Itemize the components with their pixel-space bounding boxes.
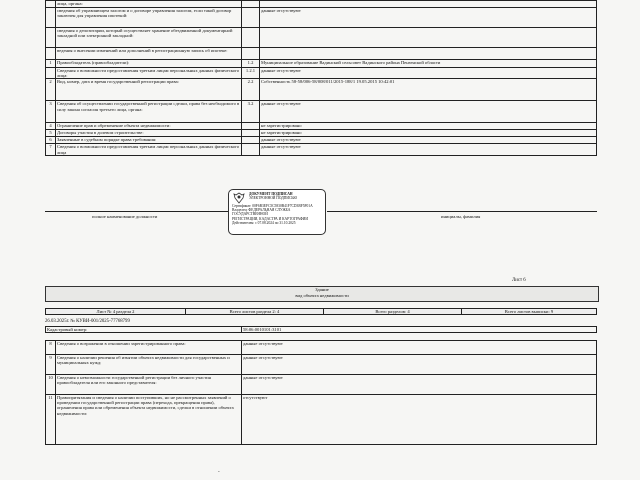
row-label: сведения об управляющем залогом и о договоре управления залогом, если такой договор заключен для управления ипотекой: <box>56 8 242 28</box>
table-row <box>46 341 597 355</box>
table-row <box>46 60 597 68</box>
row-subnumber <box>242 137 260 144</box>
row-value: данные отсутствуют <box>242 341 597 355</box>
row-label: ведения о внесении изменений или дополнений в регистрационную запись об ипотеке: <box>56 48 242 60</box>
row-number: 9 <box>46 355 56 375</box>
row-label: Сведения о наличии решения об изъятии объекта недвижимости для государственных и муниципальных нужд: <box>56 355 242 375</box>
row-number: 11 <box>46 395 56 445</box>
table-row <box>46 1 597 8</box>
row-label: Ограничение прав и обременение объекта недвижимости: <box>56 123 242 130</box>
cadastral-table <box>45 326 597 333</box>
row-label: Заявленные в судебном порядке права требования: <box>56 137 242 144</box>
row-label: Правообладатель (правообладатели): <box>56 60 242 68</box>
row-value: данные отсутствуют <box>260 144 597 156</box>
table-row <box>46 68 597 79</box>
row-label: Сведения о возможности предоставления третьим лицам персональных данных физического лица <box>56 144 242 156</box>
table-row <box>46 130 597 137</box>
row-number <box>46 28 56 48</box>
row-number <box>46 68 56 79</box>
row-value <box>260 48 597 60</box>
cadastral-number: 58:06:0010101:3101 <box>242 327 597 333</box>
row-number: 7 <box>46 144 56 156</box>
table-row <box>46 28 597 48</box>
object-type: Здание <box>315 287 329 292</box>
row-subnumber <box>242 130 260 137</box>
rights-table <box>45 0 597 156</box>
row-label: Сведения о возражении в отношении зарегистрированного права: <box>56 341 242 355</box>
row-subnumber <box>242 144 260 156</box>
stamp-title: ДОКУМЕНТ ПОДПИСАН <box>249 192 293 196</box>
row-number: 8 <box>46 341 56 355</box>
table-row <box>46 355 597 375</box>
row-label: Сведения о невозможности государственной регистрации без личного участия правообладателя или его законного представителя: <box>56 375 242 395</box>
stamp-subtitle: ЭЛЕКТРОННОЙ ПОДПИСЬЮ <box>249 196 298 201</box>
table-row <box>46 375 597 395</box>
row-subnumber: 1.2 <box>242 60 260 68</box>
row-value: данные отсутствуют <box>260 8 597 28</box>
stamp-owner: Владелец: ФЕДЕРАЛЬНАЯ СЛУЖБА ГОСУДАРСТВЕННОЙ <box>232 208 291 217</box>
object-type-caption: вид объекта недвижимости <box>295 293 349 298</box>
signature-line-left <box>45 211 228 212</box>
page-mark: - <box>218 470 220 475</box>
row-number: 1 <box>46 60 56 68</box>
row-label: Сведения о возможности предоставления третьим лицам персональных данных физического лица: <box>56 68 242 79</box>
row-number <box>46 1 56 8</box>
row-value: отсутствуют <box>242 395 597 445</box>
sheet-label: Лист 6 <box>512 278 526 283</box>
row-value: данные отсутствуют <box>260 101 597 123</box>
row-label: сведения о депозитарии, который осуществляет хранение обездвиженной документарной закладной или электронной закладной: <box>56 28 242 48</box>
row-subnumber <box>242 28 260 48</box>
row-subnumber <box>242 123 260 130</box>
row-number: 6 <box>46 137 56 144</box>
row-subnumber: 1.2.1 <box>242 68 260 79</box>
signature-line-right <box>327 211 597 212</box>
row-value: не зарегистрировано <box>260 123 597 130</box>
position-caption: полное наименование должности <box>92 214 158 219</box>
row-label: Сведения об осуществлении государственной регистрации сделки, права без необходимого в силу закона согласия третьего лица, органа: <box>56 101 242 123</box>
sheet-info-table <box>45 308 597 315</box>
row-value: данные отсутствуют <box>242 355 597 375</box>
extract-date-number: 26.03.2025г. № КУВИ-001/2025-77768799 <box>45 319 130 324</box>
row-label: Вид, номер, дата и время государственной регистрации права: <box>56 79 242 101</box>
row-number: 3 <box>46 101 56 123</box>
row-value: данные отсутствуют <box>260 68 597 79</box>
sheet-number: Лист № 4 раздела 2 <box>46 309 186 315</box>
row-label: лица, органа: <box>56 1 242 8</box>
row-number: 5 <box>46 130 56 137</box>
row-number: 2 <box>46 79 56 101</box>
row-value: Муниципальное образование Вадинский сельсовет Вадинского района Пензенской области <box>260 60 597 68</box>
restrictions-table <box>45 340 597 445</box>
cadastral-label: Кадастровый номер: <box>46 327 242 333</box>
stamp-owner-cont: РЕГИСТРАЦИИ, КАДАСТРА И КАРТОГРАФИИ <box>232 216 308 221</box>
row-subnumber <box>242 8 260 28</box>
row-subnumber <box>242 1 260 8</box>
row-subnumber: 2.2 <box>242 79 260 101</box>
row-value: данные отсутствуют <box>260 137 597 144</box>
row-number <box>46 8 56 28</box>
row-value: данные отсутствуют <box>242 375 597 395</box>
row-number: 4 <box>46 123 56 130</box>
row-value: не зарегистрировано <box>260 130 597 137</box>
object-type-header <box>45 286 599 302</box>
table-row <box>46 144 597 156</box>
row-value <box>260 28 597 48</box>
extract-sheets-total: Всего листов выписки: 9 <box>462 309 597 315</box>
sections-total: Всего разделов: 4 <box>324 309 462 315</box>
emblem-icon <box>232 192 246 204</box>
row-label: Правопритязания и сведения о наличии поступивших, но не рассмотренных заявлений о проведении государственной регистрации права (перехода, прекращения права), ограничения права или обременения объекта недвижимости, сделки в отношении объекта недвижимости: <box>56 395 242 445</box>
table-row <box>46 123 597 130</box>
row-value <box>260 1 597 8</box>
row-value: Собственность 58-58/006-58/008/011/2015-188/1 19.05.2015 10:42:01 <box>260 79 597 101</box>
row-number <box>46 48 56 60</box>
row-label: Договоры участия в долевом строительстве: <box>56 130 242 137</box>
stamp-validity: Действителен: с 07.08.2024 по 31.10.2025 <box>232 220 296 225</box>
section-sheets-total: Всего листов раздела 2: 4 <box>186 309 324 315</box>
table-row <box>46 137 597 144</box>
stamp-certificate: Сертификат: 00F6B3EFC5C5830B41F7CD3BF5F01A <box>232 204 313 208</box>
row-subnumber: 3.2 <box>242 101 260 123</box>
table-row <box>46 101 597 123</box>
table-row <box>46 48 597 60</box>
name-caption: инициалы, фамилия <box>441 214 481 219</box>
table-row <box>46 395 597 445</box>
electronic-signature-stamp <box>228 189 326 235</box>
row-subnumber <box>242 48 260 60</box>
table-row <box>46 79 597 101</box>
table-row <box>46 8 597 28</box>
row-number: 10 <box>46 375 56 395</box>
